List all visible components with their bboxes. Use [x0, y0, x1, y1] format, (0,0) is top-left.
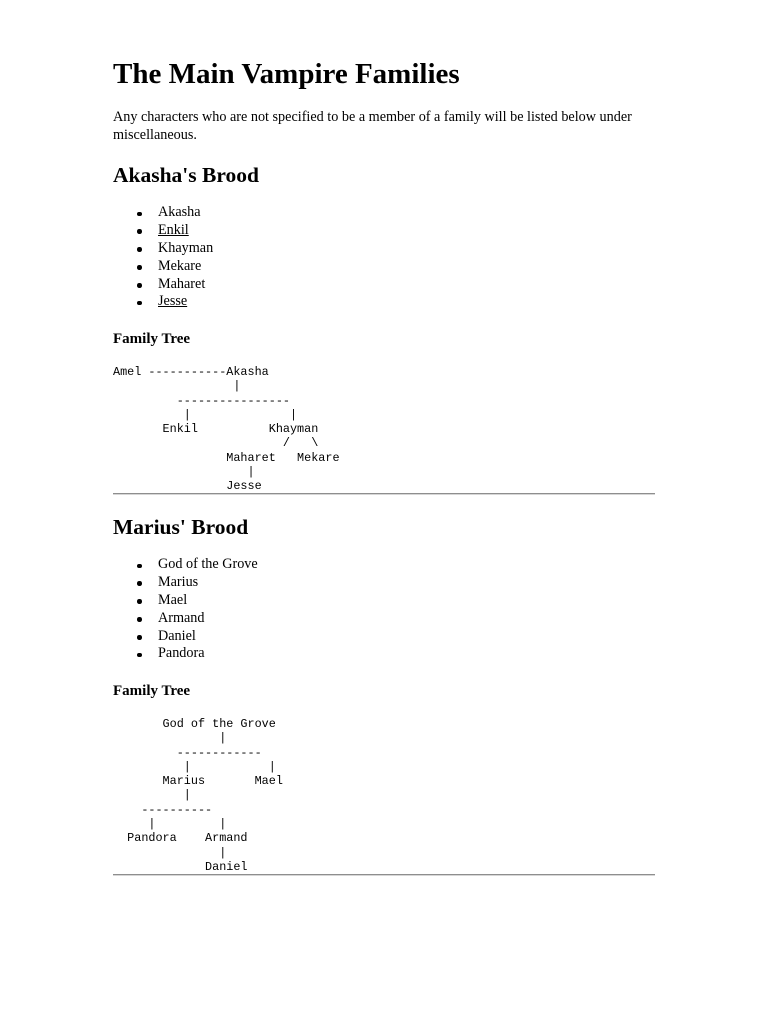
member-name: Marius	[158, 573, 199, 590]
list-item	[113, 645, 258, 663]
list-item	[113, 592, 258, 610]
member-name: God of the Grove	[158, 556, 258, 572]
member-list-marius-brood	[113, 556, 258, 663]
member-name: Mael	[158, 591, 188, 608]
page-title: The Main Vampire Families	[113, 58, 460, 90]
member-name: Mekare	[158, 257, 202, 274]
member-name: Akasha	[158, 204, 201, 220]
member-link-jesse[interactable]: Jesse	[158, 293, 188, 310]
section-heading-akasha-brood: Akasha's Brood	[113, 163, 259, 187]
member-name: Pandora	[158, 645, 205, 662]
member-name: Maharet	[158, 275, 206, 292]
member-name: Khayman	[158, 239, 214, 256]
family-tree-akasha: Amel -----------Akasha | ---------------- | | Enkil Khayman / \ Maharet Mekare | Jesse	[113, 365, 340, 494]
intro-paragraph: Any characters who are not specified to be a member of a family will be listed below under miscellaneous.	[113, 109, 632, 143]
list-item	[113, 258, 213, 276]
member-name: Daniel	[158, 627, 196, 644]
member-name: Armand	[158, 609, 205, 626]
family-tree-heading-marius: Family Tree	[113, 683, 191, 699]
list-item	[113, 574, 258, 592]
member-list-akasha-brood	[113, 204, 213, 311]
section-divider	[113, 874, 655, 876]
list-item	[113, 240, 213, 258]
member-link-enkil[interactable]: Enkil	[158, 221, 189, 238]
list-item[interactable]	[113, 293, 213, 311]
list-item	[113, 628, 258, 646]
family-tree-marius: God of the Grove | ------------ | | Marius Mael | ---------- | | Pandora Armand | Daniel	[127, 717, 283, 874]
family-tree-heading-akasha: Family Tree	[113, 331, 191, 347]
list-item	[113, 204, 213, 222]
list-item[interactable]	[113, 222, 213, 240]
section-divider	[113, 493, 655, 495]
section-heading-marius-brood: Marius' Brood	[113, 515, 249, 539]
list-item	[113, 610, 258, 628]
list-item	[113, 556, 258, 574]
list-item	[113, 276, 213, 294]
